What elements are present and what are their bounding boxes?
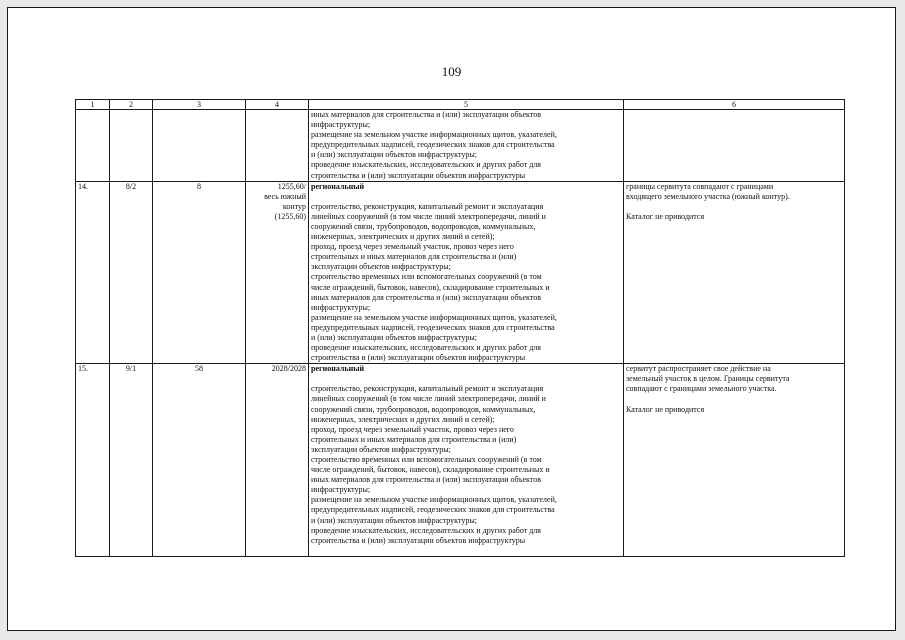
- continuation-col-4: [246, 110, 309, 182]
- header-col-5: 5: [309, 100, 624, 110]
- continuation-row: [76, 110, 845, 182]
- text-line: предупредительных надписей, геодезических знаков для строительства: [311, 322, 555, 332]
- significance-heading: региональный: [311, 181, 365, 191]
- text-line: проведение изыскательских, исследовательских и других работ для: [311, 525, 541, 535]
- purpose-cell: [309, 181, 624, 364]
- blank-line: [311, 374, 621, 384]
- text-line: размещение на земельном участке информационных щитов, указателей,: [311, 312, 557, 322]
- header-col-2: 2: [110, 100, 153, 110]
- header-col-6: 6: [624, 100, 845, 110]
- text-line: линейных сооружений (в том числе линий электропередачи, линий и: [311, 394, 546, 404]
- area-line: контур: [282, 201, 306, 211]
- text-line: строительства и (или) эксплуатации объектов инфраструктуры: [311, 535, 526, 545]
- header-col-3: 3: [153, 100, 246, 110]
- cell-col-2: 8/2: [110, 181, 153, 364]
- boundary-cell: [624, 364, 845, 557]
- text-line: числе ограждений, бытовок, навесов), складирование строительных и: [311, 282, 550, 292]
- text-line: иных материалов для строительства и (или) эксплуатации объектов: [311, 475, 541, 485]
- header-row: [76, 100, 845, 110]
- cell-col-3: 8: [153, 181, 246, 364]
- text-line: строительство, реконструкция, капитальный ремонт и эксплуатация: [311, 201, 544, 211]
- table-row-14: [76, 181, 845, 364]
- text-line: входящего земельного участка (южный контур).: [626, 191, 790, 201]
- text-line: земельный участок в целом. Границы сервитута: [626, 374, 790, 384]
- table-row-15: [76, 364, 845, 557]
- area-cell: [246, 364, 309, 557]
- row-number: 15.: [76, 364, 110, 557]
- continuation-col-6: [624, 110, 845, 182]
- text-line: проведение изыскательских, исследовательских и других работ для: [311, 160, 541, 170]
- cell-col-3: 58: [153, 364, 246, 557]
- blank-line: [626, 202, 842, 212]
- header-col-4: 4: [246, 100, 309, 110]
- continuation-col-5: [309, 110, 624, 182]
- blank-line: [311, 546, 621, 556]
- text-line: и (или) эксплуатации объектов инфраструктуры;: [311, 515, 477, 525]
- text-line: строительства и (или) эксплуатации объектов инфраструктуры: [311, 353, 526, 363]
- text-line: инженерных, электрических и других линий и сетей);: [311, 414, 495, 424]
- text-line: и (или) эксплуатации объектов инфраструктуры;: [311, 150, 477, 160]
- area-line: 1255,60/: [277, 181, 306, 191]
- header-col-1: 1: [76, 100, 110, 110]
- text-line: эксплуатации объектов инфраструктуры;: [311, 444, 451, 454]
- text-line: строительства и (или) эксплуатации объектов инфраструктуры: [311, 170, 526, 180]
- significance-heading: региональный: [311, 364, 365, 374]
- text-line: инфраструктуры;: [311, 302, 371, 312]
- text-line: строительство, реконструкция, капитальный ремонт и эксплуатация: [311, 384, 544, 394]
- text-line: и (или) эксплуатации объектов инфраструктуры;: [311, 332, 477, 342]
- text-line: строительных и иных материалов для строительства и (или): [311, 434, 517, 444]
- area-line: (1255,60): [274, 211, 306, 221]
- area-cell: [246, 181, 309, 364]
- blank-line: [311, 192, 621, 202]
- text-line: строительных и иных материалов для строительства и (или): [311, 252, 517, 262]
- continuation-col-3: [153, 110, 246, 182]
- text-line: сервитут распространяет свое действие на: [626, 364, 771, 374]
- purpose-cell: [309, 364, 624, 557]
- text-line: эксплуатации объектов инфраструктуры;: [311, 262, 451, 272]
- text-line: инфраструктуры;: [311, 485, 371, 495]
- area-line: 2028/2028: [271, 364, 306, 374]
- blank-line: [626, 395, 842, 405]
- text-line: сооружений связи, трубопроводов, водопроводов, коммунальных,: [311, 221, 536, 231]
- text-line: размещение на земельном участке информационных щитов, указателей,: [311, 495, 557, 505]
- boundary-cell: [624, 181, 845, 364]
- catalog-note: Каталог не приводится: [626, 211, 705, 221]
- text-line: числе ограждений, бытовок, навесов), складирование строительных и: [311, 465, 550, 475]
- text-line: проведение изыскательских, исследовательских и других работ для: [311, 343, 541, 353]
- continuation-col-2: [110, 110, 153, 182]
- row-number: 14.: [76, 181, 110, 364]
- text-line: иных материалов для строительства и (или) эксплуатации объектов: [311, 292, 541, 302]
- text-line: строительство временных или вспомогательных сооружений (в том: [311, 455, 542, 464]
- text-line: проход, проезд через земельный участок, провоз через него: [311, 242, 514, 252]
- text-line: линейных сооружений (в том числе линий электропередачи, линий и: [311, 211, 546, 221]
- area-line: весь южный: [264, 191, 306, 201]
- text-line: иных материалов для строительства и (или) эксплуатации объектов: [311, 110, 541, 119]
- text-line: размещение на земельном участке информационных щитов, указателей,: [311, 130, 557, 140]
- text-line: предупредительных надписей, геодезических знаков для строительства: [311, 140, 555, 150]
- continuation-col-1: [76, 110, 110, 182]
- text-line: инженерных, электрических и других линий и сетей);: [311, 232, 495, 242]
- document-page: [7, 7, 896, 631]
- text-line: сооружений связи, трубопроводов, водопроводов, коммунальных,: [311, 404, 536, 414]
- cell-col-2: 9/1: [110, 364, 153, 557]
- text-line: совпадают с границами земельного участка.: [626, 384, 777, 394]
- text-line: проход, проезд через земельный участок, провоз через него: [311, 424, 514, 434]
- text-line: предупредительных надписей, геодезических знаков для строительства: [311, 505, 555, 515]
- servitude-table: [75, 99, 845, 557]
- text-line: границы сервитута совпадают с границами: [626, 181, 774, 191]
- catalog-note: Каталог не приводится: [626, 404, 705, 414]
- text-line: строительство временных или вспомогательных сооружений (в том: [311, 272, 542, 282]
- page-number: 109: [441, 64, 462, 79]
- text-line: инфраструктуры;: [311, 120, 371, 130]
